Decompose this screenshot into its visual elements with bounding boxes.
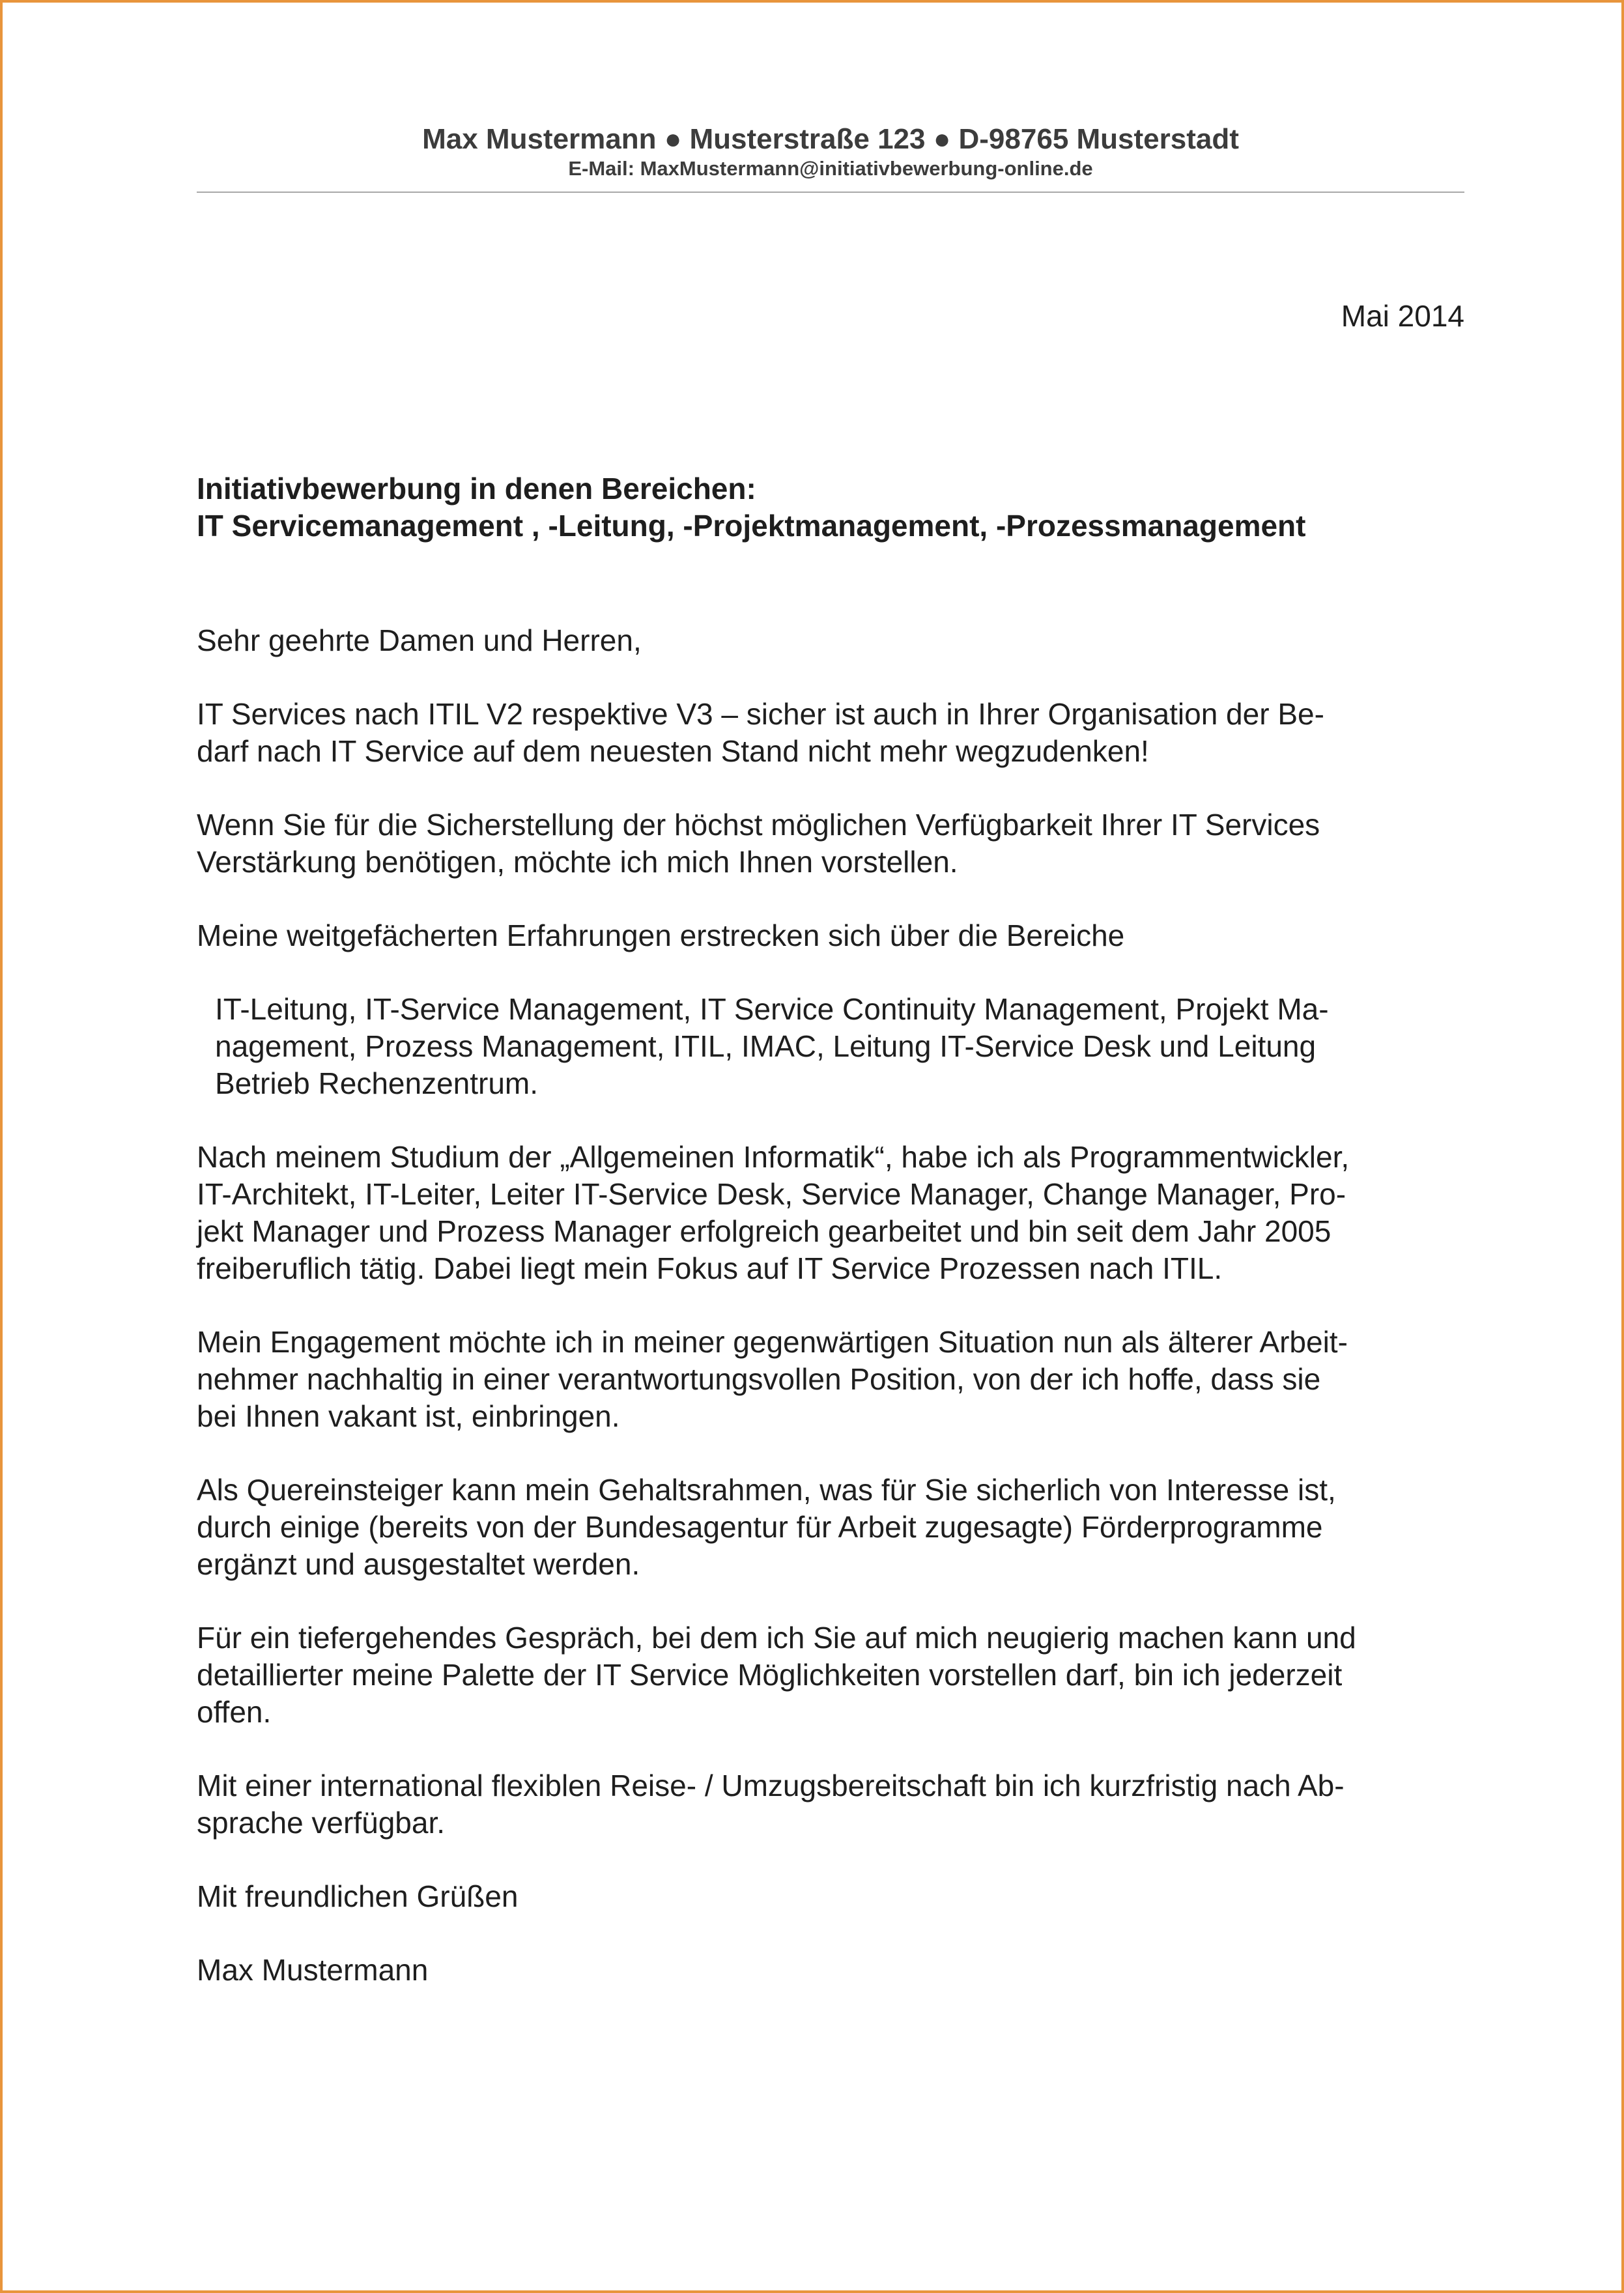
- salutation: [197, 622, 1464, 659]
- paragraph-itil: [197, 696, 1464, 770]
- paragraph-line: Mein Engagement möchte ich in meiner gegenwärtigen Situation nun als älterer Arbeit-: [197, 1325, 1348, 1359]
- subject-line-2: IT Servicemanagement , -Leitung, -Projektmanagement, -Prozessmanagement: [197, 509, 1306, 543]
- paragraph-line: freiberuflich tätig. Dabei liegt mein Fokus auf IT Service Prozessen nach ITIL.: [197, 1251, 1223, 1285]
- paragraph-line: Als Quereinsteiger kann mein Gehaltsrahmen, was für Sie sicherlich von Interesse ist,: [197, 1473, 1336, 1507]
- sender-address: Max Mustermann ● Musterstraße 123 ● D-98765 Musterstadt: [422, 123, 1239, 155]
- letter-body: [197, 622, 1464, 2025]
- paragraph-line: sprache verfügbar.: [197, 1806, 446, 1840]
- paragraph-line: IT-Leitung, IT-Service Management, IT Service Continuity Management, Projekt Ma-: [215, 992, 1329, 1026]
- closing: [197, 1878, 1464, 1915]
- paragraph-availability: [197, 806, 1464, 881]
- paragraph-line: Mit einer international flexiblen Reise- / Umzugsbereitschaft bin ich kurzfristig nach Ab-: [197, 1769, 1345, 1802]
- salutation-text: Sehr geehrte Damen und Herren,: [197, 623, 642, 657]
- paragraph-line: jekt Manager und Prozess Manager erfolgreich gearbeitet und bin seit dem Jahr 2005: [197, 1214, 1332, 1248]
- paragraph-line: nagement, Prozess Management, ITIL, IMAC, Leitung IT-Service Desk und Leitung: [215, 1029, 1317, 1063]
- paragraph-salary: [197, 1472, 1464, 1583]
- paragraph-line: Verstärkung benötigen, möchte ich mich Ihnen vorstellen.: [197, 845, 958, 879]
- paragraph-line: durch einige (bereits von der Bundesagentur für Arbeit zugesagte) Förderprogramme: [197, 1510, 1323, 1544]
- paragraph-line: nehmer nachhaltig in einer verantwortungsvollen Position, von der ich hoffe, dass sie: [197, 1362, 1321, 1396]
- closing-text: Mit freundlichen Grüßen: [197, 1879, 519, 1913]
- paragraph-line: Betrieb Rechenzentrum.: [215, 1066, 539, 1100]
- paragraph-line: Meine weitgefächerten Erfahrungen erstrecken sich über die Bereiche: [197, 919, 1125, 952]
- paragraph-line: darf nach IT Service auf dem neuesten Stand nicht mehr wegzudenken!: [197, 734, 1149, 768]
- paragraph-line: Für ein tiefergehendes Gespräch, bei dem ich Sie auf mich neugierig machen kann und: [197, 1621, 1356, 1655]
- paragraph-line: IT Services nach ITIL V2 respektive V3 – sicher ist auch in Ihrer Organisation der Be-: [197, 697, 1324, 731]
- paragraph-line: IT-Architekt, IT-Leiter, Leiter IT-Service Desk, Service Manager, Change Manager, Pro-: [197, 1177, 1346, 1211]
- paragraph-line: ergänzt und ausgestaltet werden.: [197, 1547, 640, 1581]
- paragraph-relocation: [197, 1767, 1464, 1842]
- header-divider: [197, 192, 1464, 193]
- paragraph-line: Wenn Sie für die Sicherstellung der höchst möglichen Verfügbarkeit Ihrer IT Services: [197, 808, 1320, 842]
- paragraph-interview: [197, 1619, 1464, 1731]
- subject-block: [197, 470, 1305, 545]
- paragraph-line: Nach meinem Studium der „Allgemeinen Informatik“, habe ich als Programmentwickler,: [197, 1140, 1350, 1174]
- sender-email: E-Mail: MaxMustermann@initiativbewerbung-online.de: [568, 157, 1093, 180]
- paragraph-experience-intro: [197, 917, 1464, 954]
- subject-line-1: Initiativbewerbung in denen Bereichen:: [197, 472, 756, 506]
- paragraph-engagement: [197, 1324, 1464, 1435]
- paragraph-line: detaillierter meine Palette der IT Service Möglichkeiten vorstellen darf, bin ich jederzeit: [197, 1658, 1343, 1692]
- signature: [197, 1952, 1464, 1989]
- signature-text: Max Mustermann: [197, 1953, 429, 1987]
- letter-date: Mai 2014: [1341, 299, 1464, 333]
- paragraph-career: [197, 1139, 1464, 1287]
- paragraph-experience-areas: [197, 991, 1464, 1102]
- paragraph-line: offen.: [197, 1695, 272, 1729]
- paragraph-line: bei Ihnen vakant ist, einbringen.: [197, 1399, 620, 1433]
